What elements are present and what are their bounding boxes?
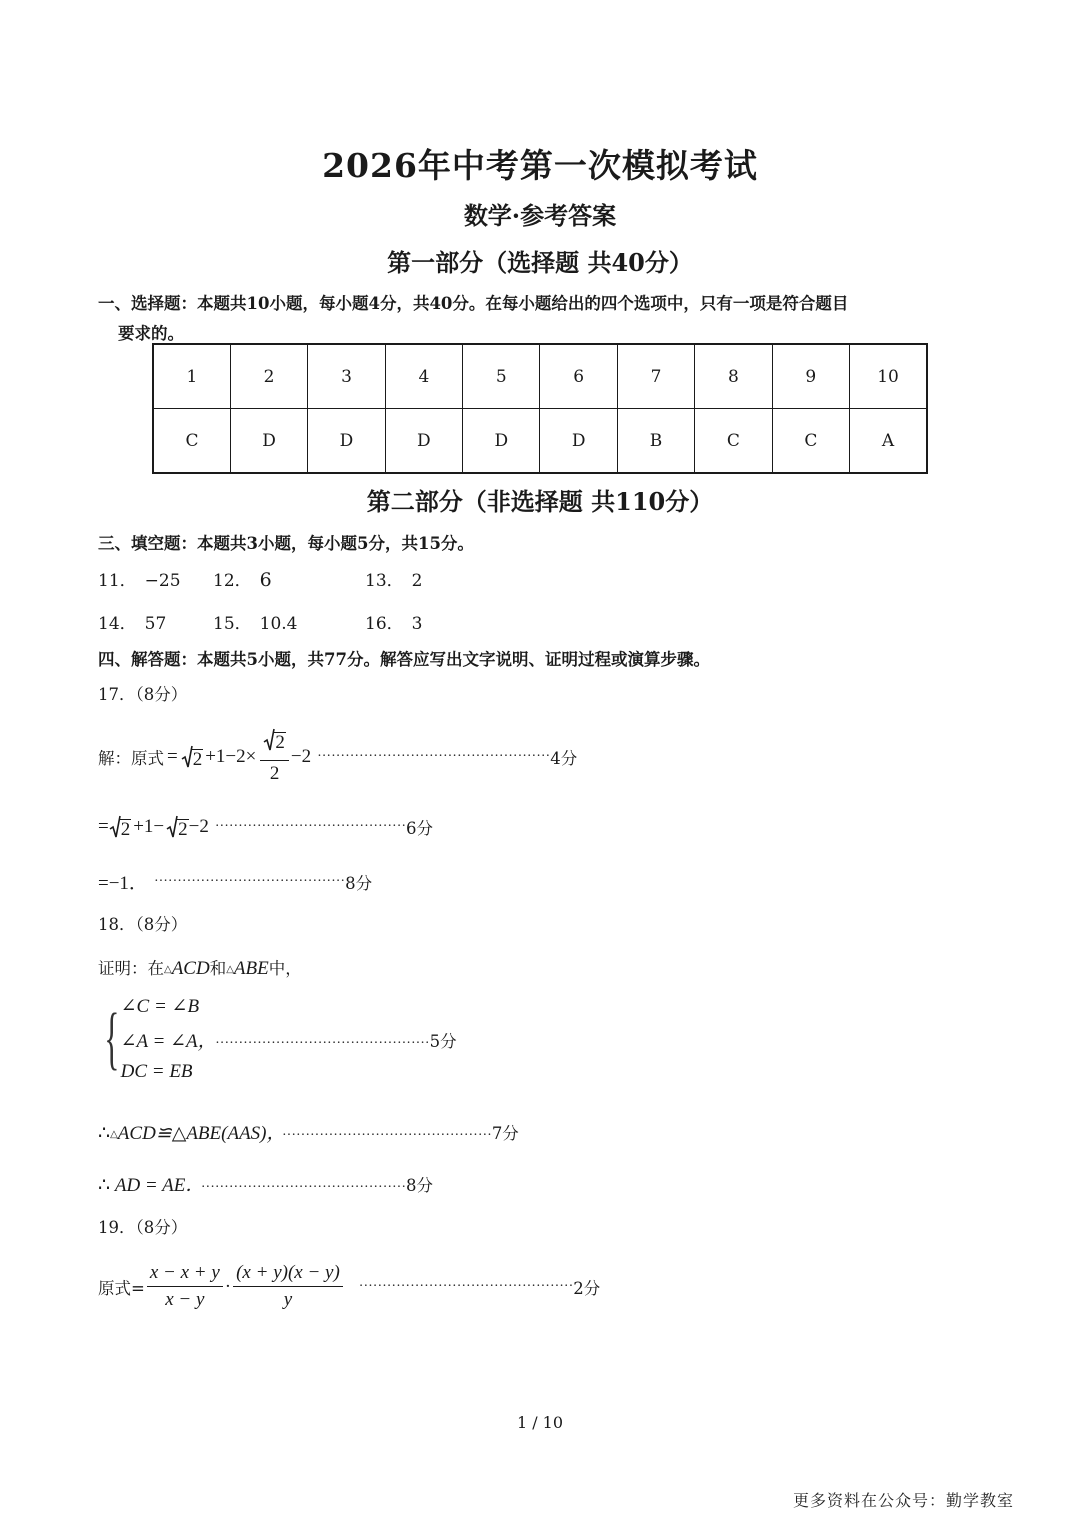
page-subtitle: 数学·参考答案 <box>463 201 617 230</box>
triangle-icon: △ <box>226 964 234 975</box>
fraction-2: $\frac{(x + y)(x - y)}{y}$ <box>233 1262 343 1311</box>
triangle-icon: △ <box>164 964 172 975</box>
fill-answer-12: 12． 6 <box>213 569 272 591</box>
q19-header: 19．（8分） <box>98 1218 188 1237</box>
fill-answer-16: 16． 3 <box>365 614 423 634</box>
fill-answer-13: 13． 2 <box>365 571 423 591</box>
part2-title: 第二部分（非选择题 共110分） <box>366 487 714 516</box>
fraction-1: $\frac{x - x + y}{x - y}$ <box>147 1262 223 1311</box>
table-cell-answer: C <box>153 409 230 474</box>
part1-instruction-line2: 要求的。 <box>118 324 184 343</box>
solve-instruction: 四、解答题：本题共5小题，共77分。解答应写出文字说明、证明过程或演算步骤。 <box>98 650 710 669</box>
table-cell-number: 1 <box>153 344 230 409</box>
choice-answer-table <box>152 343 928 474</box>
table-cell-answer: D <box>540 409 617 474</box>
page-number: 1 / 10 <box>516 1413 564 1432</box>
fill-answer-11: 11． −25 <box>98 571 181 591</box>
table-cell-answer: D <box>308 409 385 474</box>
q18-congruent: ∴△ACD≌△ABE(AAS)， ·············································7分 <box>98 1123 519 1144</box>
table-cell-number: 7 <box>617 344 694 409</box>
table-cell-answer: D <box>230 409 307 474</box>
q17-step3: =−1． ········································· 8分 <box>98 873 373 894</box>
fill-answer-14: 14． 57 <box>98 614 167 634</box>
table-cell-answer: C <box>772 409 849 474</box>
table-cell-answer: D <box>385 409 462 474</box>
sqrt-symbol: 2 <box>181 745 204 769</box>
fill-answer-15: 15． 10.4 <box>213 614 298 634</box>
sqrt-symbol: 2 <box>109 815 132 839</box>
table-cell-number: 10 <box>850 344 927 409</box>
q19-step1: 原式= $\frac{x - x + y}{x - y}$ · $\frac{(x + y)(x - y)}{y}$ ·············································· 2分 <box>98 1262 601 1310</box>
q17-header: 17．（8分） <box>98 685 188 704</box>
q18-header: 18．（8分） <box>98 915 188 934</box>
table-cell-answer: A <box>850 409 927 474</box>
table-cell-number: 2 <box>230 344 307 409</box>
condition-2: ∠A = ∠A， ··············································5分 <box>120 1031 457 1052</box>
table-cell-number: 3 <box>308 344 385 409</box>
watermark-text: 更多资料在公众号：勤学教室 <box>793 1491 1015 1510</box>
table-cell-number: 9 <box>772 344 849 409</box>
table-cell-answer: B <box>617 409 694 474</box>
left-brace: { <box>104 1000 120 1077</box>
q17-step2: = 2 +1− 2 −2 ········································· 6分 <box>98 816 434 840</box>
condition-3: DC = EB <box>120 1061 193 1082</box>
triangle-icon: △ <box>110 1129 118 1141</box>
table-row-numbers <box>153 344 927 409</box>
table-cell-answer: C <box>695 409 772 474</box>
condition-1: ∠C = ∠B <box>120 996 200 1017</box>
page-title: 2026年中考第一次模拟考试 <box>322 146 758 185</box>
part1-instruction-line1: 一、选择题：本题共10小题，每小题4分，共40分。在每小题给出的四个选项中，只有一项是符合题目 <box>98 294 849 313</box>
table-row-answers <box>153 409 927 474</box>
sqrt-symbol: 2 <box>166 815 189 839</box>
table-cell-number: 4 <box>385 344 462 409</box>
fill-in-instruction: 三、填空题：本题共3小题，每小题5分，共15分。 <box>98 534 474 553</box>
q18-condition-system <box>95 995 457 1083</box>
part1-title: 第一部分（选择题 共40分） <box>387 248 693 277</box>
table-cell-number: 5 <box>463 344 540 409</box>
table-cell-answer: D <box>463 409 540 474</box>
q18-conclusion: ∴ AD = AE． ············································8分 <box>98 1175 434 1196</box>
q17-step1: 解：原式 = 2 +1−2× $\frac{2}{2}$ −2 ·················································· 4分 <box>98 728 577 785</box>
table-cell-number: 6 <box>540 344 617 409</box>
fraction-sqrt2-over-2: $\frac{2}{2}$ <box>260 728 289 785</box>
table-cell-number: 8 <box>695 344 772 409</box>
q18-intro: 证明：在△ACD和△ABE中， <box>98 958 302 979</box>
